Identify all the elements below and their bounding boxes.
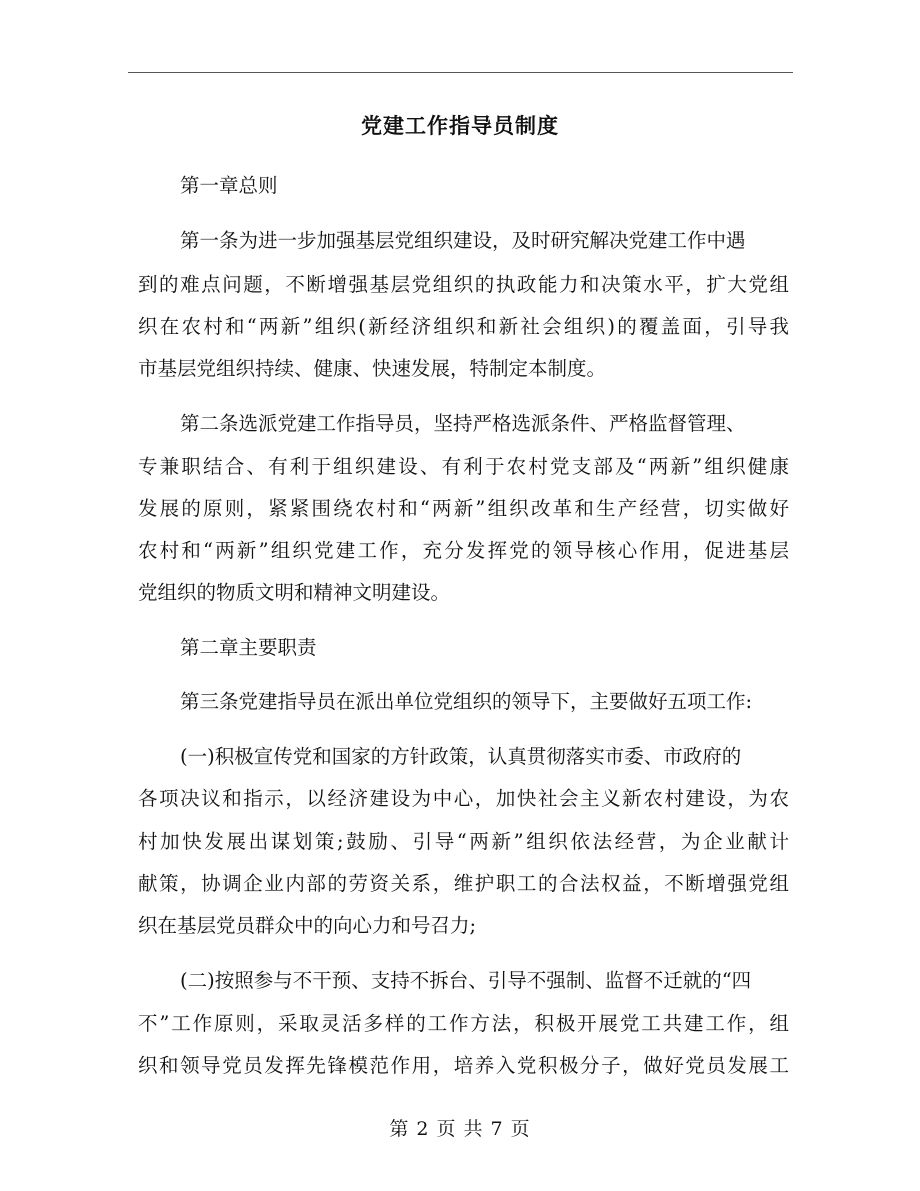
paragraph-line: 织在农村和“两新”组织(新经济组织和新社会组织)的覆盖面，引导我 xyxy=(138,315,789,338)
page-number: 第 2 页 共 7 页 xyxy=(389,1118,531,1140)
paragraph-line: 献策，协调企业内部的劳资关系，维护职工的合法权益，不断增强党组 xyxy=(138,872,789,895)
paragraph-line: 第二条选派党建工作指导员，坚持严格选派条件、严格监督管理、 xyxy=(180,412,746,435)
paragraph-line: 农村和“两新”组织党建工作，充分发挥党的领导核心作用，促进基层 xyxy=(138,539,789,562)
paragraph-line: 到的难点问题，不断增强基层党组织的执政能力和决策水平，扩大党组 xyxy=(138,273,789,296)
header-rule xyxy=(128,72,793,73)
paragraph-line: 不”工作原则，采取灵活多样的工作方法，积极开展党工共建工作，组 xyxy=(138,1012,789,1035)
paragraph-line: 各项决议和指示，以经济建设为中心，加快社会主义新农村建设，为农 xyxy=(138,787,789,810)
paragraph-line: (一)积极宣传党和国家的方针政策，认真贯彻落实市委、市政府的 xyxy=(180,745,742,768)
chapter-heading: 第二章主要职责 xyxy=(180,636,317,659)
chapter-heading: 第一章总则 xyxy=(180,174,278,197)
paragraph-line: (二)按照参与不干预、支持不拆台、引导不强制、监督不迁就的“四 xyxy=(180,969,752,992)
paragraph-line: 村加快发展出谋划策;鼓励、引导“两新”组织依法经营，为企业献计 xyxy=(138,830,789,853)
paragraph-line: 第三条党建指导员在派出单位党组织的领导下，主要做好五项工作: xyxy=(180,690,753,713)
paragraph-line: 第一条为进一步加强基层党组织建设，及时研究解决党建工作中遇 xyxy=(180,229,746,252)
paragraph-line: 市基层党组织持续、健康、快速发展，特制定本制度。 xyxy=(138,357,607,380)
paragraph-line: 专兼职结合、有利于组织建设、有利于农村党支部及“两新”组织健康 xyxy=(138,455,789,478)
document-title: 党建工作指导员制度 xyxy=(361,113,559,138)
paragraph-line: 发展的原则，紧紧围绕农村和“两新”组织改革和生产经营，切实做好 xyxy=(138,497,789,520)
paragraph-line: 党组织的物质文明和精神文明建设。 xyxy=(138,581,451,604)
paragraph-line: 织在基层党员群众中的向心力和号召力; xyxy=(138,914,477,937)
paragraph-line: 织和领导党员发挥先锋模范作用，培养入党积极分子，做好党员发展工 xyxy=(138,1054,789,1077)
